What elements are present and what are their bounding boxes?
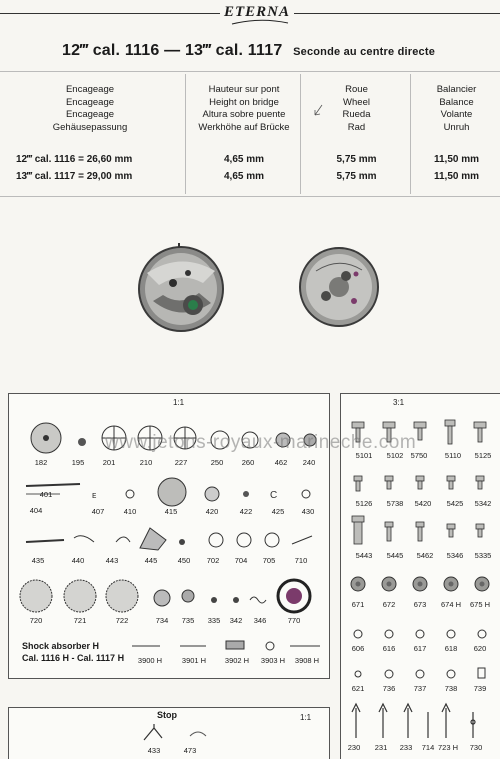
movement-dial-side-image (133, 243, 228, 333)
part-label: 3908 H (294, 656, 320, 665)
spec-label: Encageage (65, 96, 115, 108)
part-label: 401 (39, 490, 53, 499)
part-label: 616 (382, 644, 396, 653)
spec-value: 5,75 mm (336, 154, 377, 165)
spec-hauteur-labels (188, 84, 300, 134)
spec-label: Rueda (342, 109, 371, 121)
part-label: 415 (164, 507, 178, 516)
watermark-text: www.jetons-royaux-marineche.com (105, 432, 417, 453)
spec-label: Roue (345, 84, 368, 95)
part-label: 3900 H (137, 656, 163, 665)
stop-panel-scale: 1:1 (300, 713, 312, 722)
left-panel-scale: 1:1 (173, 398, 185, 407)
part-label: 705 (262, 556, 276, 565)
part-label: 404 (29, 506, 43, 515)
parts-row4-drawing (18, 574, 323, 618)
spec-value: 4,65 mm (223, 171, 265, 182)
specs-bottom-border (0, 196, 500, 197)
part-label: 462 (274, 458, 288, 467)
part-label: 473 (183, 746, 197, 755)
right-panel-scale: 3:1 (393, 398, 405, 407)
part-label: 5750 (410, 451, 428, 460)
spec-label: Encageage (65, 109, 115, 121)
part-label: 346 (253, 616, 267, 625)
title-main: 12‴ cal. 1116 — 13‴ cal. 1117 (62, 42, 283, 59)
part-label: 342 (229, 616, 243, 625)
specs-divider-1 (185, 74, 186, 194)
part-label: 734 (155, 616, 169, 625)
part-label: 420 (205, 507, 219, 516)
part-label: 702 (206, 556, 220, 565)
part-label: 3902 H (224, 656, 250, 665)
wheel-arrow-icon (312, 103, 324, 117)
part-label: 250 (210, 458, 224, 467)
shock-title-line: Cal. 1116 H - Cal. 1117 H (22, 653, 125, 663)
spec-label: Unruh (443, 121, 470, 133)
part-label: 443 (105, 556, 119, 565)
svg-text:C: C (270, 490, 278, 501)
shock-title-line: Shock absorber H (22, 641, 100, 651)
part-label: 445 (144, 556, 158, 565)
part-label: 618 (444, 644, 458, 653)
part-label: 422 (239, 507, 253, 516)
spec-value: 5,75 mm (336, 171, 377, 182)
part-label: 3903 H (260, 656, 286, 665)
part-label: 433 (147, 746, 161, 755)
part-label: 233 (399, 743, 413, 752)
part-label: 227 (174, 458, 188, 467)
part-label: 5101 (355, 451, 373, 460)
spec-value: 13‴ cal. 1117 = 29,00 mm (16, 171, 133, 182)
part-label: 231 (374, 743, 388, 752)
parts-row3-drawing (20, 520, 320, 556)
spec-value: 4,65 mm (223, 154, 265, 165)
spec-label: Encageage (65, 84, 115, 95)
part-label: 260 (241, 458, 255, 467)
part-label: 723 H (437, 743, 458, 752)
part-label: 335 (207, 616, 221, 625)
part-label: 435 (31, 556, 45, 565)
part-label: 714 (421, 743, 435, 752)
part-label: 440 (71, 556, 85, 565)
part-label: 606 (351, 644, 365, 653)
part-label: 430 (301, 507, 315, 516)
part-label: 5126 (355, 499, 373, 508)
part-label: 671 (351, 600, 365, 609)
spec-label: Gehäusepassung (52, 121, 128, 133)
screws-drawing (346, 412, 498, 752)
spec-label: Hauteur sur pont (208, 84, 280, 95)
part-label: 617 (413, 644, 427, 653)
header-rule-left (0, 13, 220, 14)
spec-label: Werkhöhe auf Brücke (198, 121, 290, 133)
part-label: 770 (287, 616, 301, 625)
part-label: 730 (469, 743, 483, 752)
spec-value: 11,50 mm (433, 154, 480, 165)
spec-label: Balancier (436, 84, 477, 95)
part-label: 210 (139, 458, 153, 467)
part-label: 722 (115, 616, 129, 625)
spec-label: Height on bridge (209, 96, 279, 108)
spec-balancier-labels (413, 84, 500, 134)
part-label: 5110 (444, 451, 462, 460)
part-label: 5102 (386, 451, 404, 460)
brand-logo: ETERNA (223, 4, 290, 20)
part-label: 5738 (386, 499, 404, 508)
part-label: 410 (123, 507, 137, 516)
spec-label: Wheel (343, 96, 370, 108)
part-label: 240 (302, 458, 316, 467)
part-label: 673 (413, 600, 427, 609)
part-label: 704 (234, 556, 248, 565)
part-label: 182 (34, 458, 48, 467)
brand-swash (230, 19, 290, 27)
part-label: 620 (473, 644, 487, 653)
header-rule-right (294, 13, 500, 14)
part-label: 5425 (446, 499, 464, 508)
stop-title: Stop (157, 710, 177, 720)
spec-label: Altura sobre puente (202, 109, 286, 121)
part-label: 5342 (474, 499, 492, 508)
spec-roue-values (303, 151, 410, 185)
part-label: 5346 (446, 551, 464, 560)
part-label: 5420 (414, 499, 432, 508)
part-label: 5443 (355, 551, 373, 560)
part-label: 5125 (474, 451, 492, 460)
part-label: 201 (102, 458, 116, 467)
part-label: 230 (347, 743, 361, 752)
specs-divider-3 (410, 74, 411, 194)
part-label: 5462 (416, 551, 434, 560)
stop-parts-drawing (140, 722, 220, 746)
spec-value: 11,50 mm (433, 171, 480, 182)
part-label: 739 (473, 684, 487, 693)
part-label: 195 (71, 458, 85, 467)
part-label: 3901 H (181, 656, 207, 665)
spec-hauteur-values (188, 151, 300, 185)
part-label: 425 (271, 507, 285, 516)
part-label: 738 (444, 684, 458, 693)
part-label: 5445 (386, 551, 404, 560)
part-label: 672 (382, 600, 396, 609)
spec-label: Balance (439, 96, 474, 108)
svg-text:ᴇ: ᴇ (92, 490, 97, 500)
title-subtitle: Seconde au centre directe (293, 46, 436, 58)
part-label: 450 (177, 556, 191, 565)
part-label: 710 (294, 556, 308, 565)
part-label: 675 H (469, 600, 490, 609)
specs-top-border (0, 71, 500, 72)
spec-label: Rad (347, 121, 366, 133)
movement-back-side-image (296, 246, 382, 328)
page-title (62, 42, 435, 60)
spec-value: 12‴ cal. 1116 = 26,60 mm (16, 154, 133, 165)
part-label: 737 (413, 684, 427, 693)
specs-divider-2 (300, 74, 301, 194)
part-label: 621 (351, 684, 365, 693)
parts-row2-drawing (20, 474, 320, 510)
shock-absorber-title (22, 640, 124, 664)
spec-encageage-values (16, 151, 176, 185)
part-label: 720 (29, 616, 43, 625)
part-label: 407 (91, 507, 105, 516)
part-label: 674 H (440, 600, 461, 609)
spec-label: Volante (440, 109, 473, 121)
part-label: 721 (73, 616, 87, 625)
part-label: 5335 (474, 551, 492, 560)
part-label: 735 (181, 616, 195, 625)
spec-balancier-values (413, 151, 500, 185)
parts-row5-drawing (130, 636, 325, 654)
part-label: 736 (382, 684, 396, 693)
spec-encageage-labels (30, 84, 150, 134)
